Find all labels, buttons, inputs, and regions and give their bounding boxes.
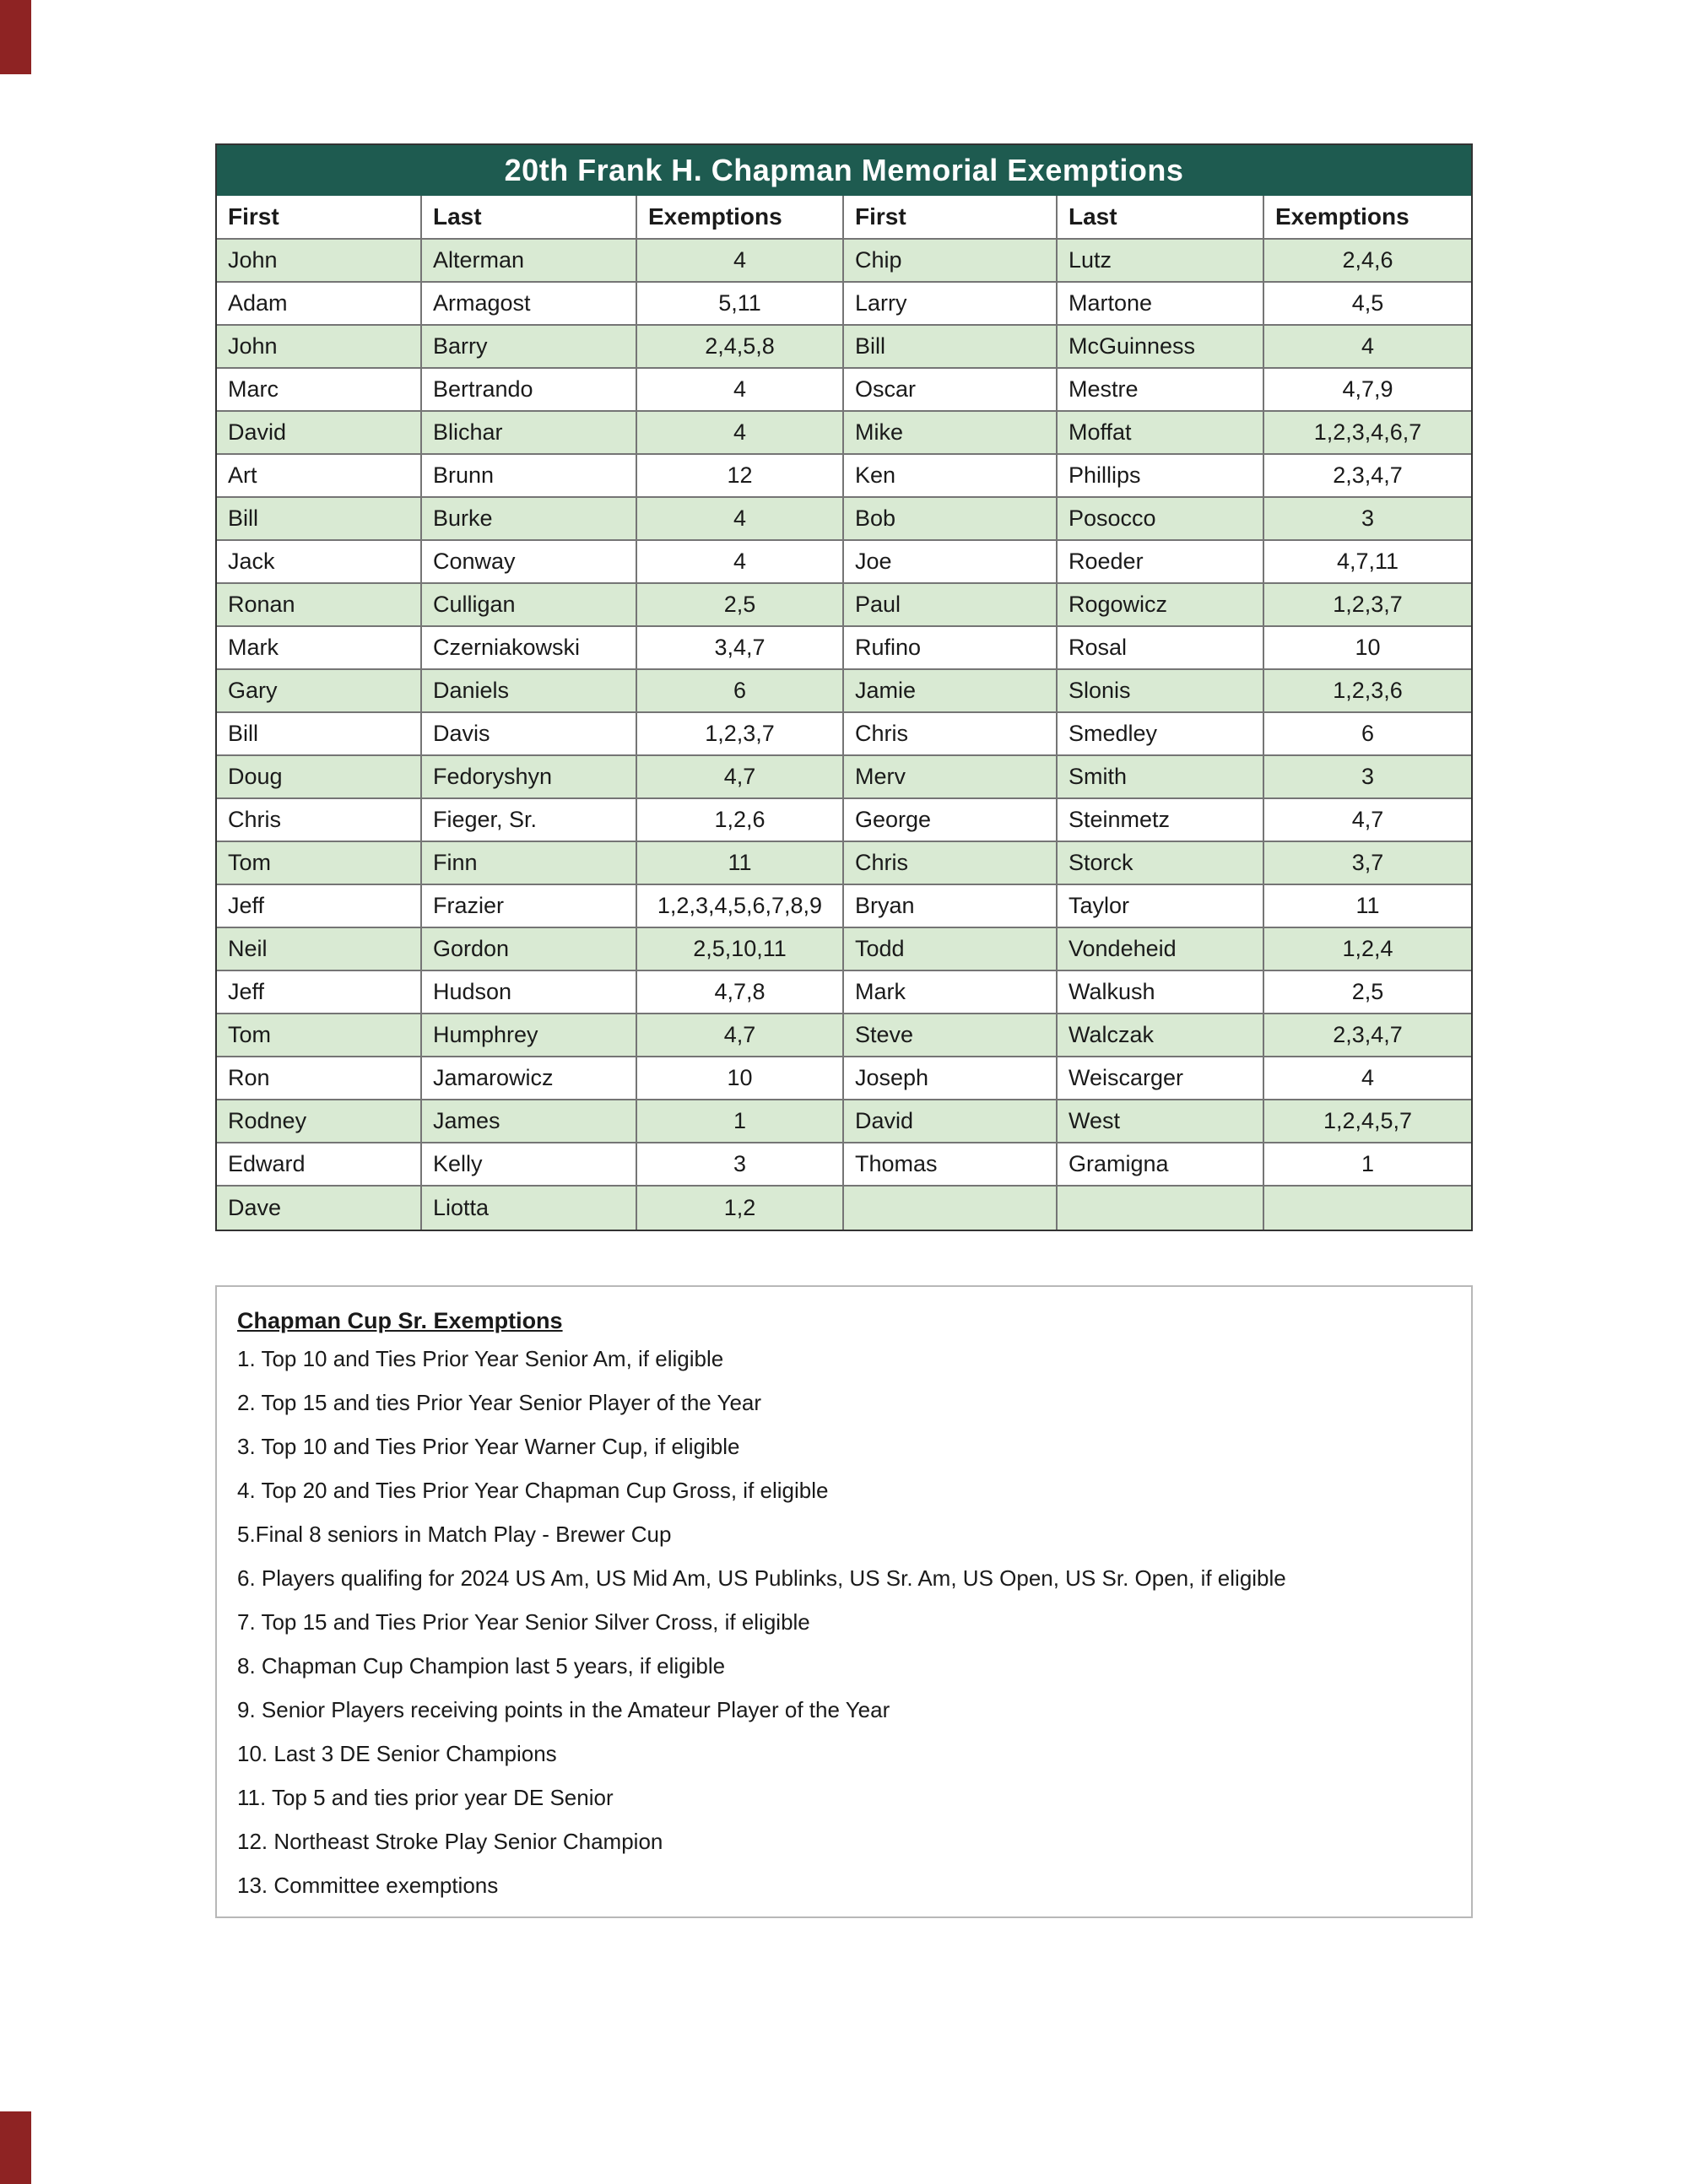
table-cell: Merv: [844, 756, 1058, 799]
table-cell: Alterman: [422, 240, 637, 283]
table-cell: Adam: [217, 283, 422, 326]
note-item: 1. Top 10 and Ties Prior Year Senior Am, if eligible: [237, 1346, 724, 1371]
table-cell: Mike: [844, 412, 1058, 455]
table-cell: 2,4,5,8: [637, 326, 844, 369]
table-cell: Fieger, Sr.: [422, 799, 637, 842]
table-cell: 1,2,3,7: [1264, 584, 1471, 627]
table-cell: 1,2,3,7: [637, 713, 844, 756]
page-edge-marker-bottom: [0, 2111, 31, 2184]
table-cell: [844, 1187, 1058, 1230]
table-cell: 6: [637, 670, 844, 713]
table-cell: 1,2: [637, 1187, 844, 1230]
table-cell: Mark: [217, 627, 422, 670]
table-cell: 1,2,6: [637, 799, 844, 842]
table-cell: David: [844, 1100, 1058, 1143]
note-item: 13. Committee exemptions: [237, 1873, 499, 1898]
table-cell: Bryan: [844, 885, 1058, 928]
note-item: 8. Chapman Cup Champion last 5 years, if eligible: [237, 1653, 726, 1679]
notes-title: Chapman Cup Sr. Exemptions: [237, 1308, 563, 1333]
exemptions-table: [215, 143, 1473, 1231]
table-cell: Smith: [1058, 756, 1264, 799]
table-cell: Art: [217, 455, 422, 498]
table-cell: 4,7: [637, 756, 844, 799]
table-cell: Bill: [217, 713, 422, 756]
table-cell: Steinmetz: [1058, 799, 1264, 842]
table-cell: Storck: [1058, 842, 1264, 885]
table-cell: McGuinness: [1058, 326, 1264, 369]
table-cell: 4,7: [1264, 799, 1471, 842]
table-cell: Blichar: [422, 412, 637, 455]
table-cell: 1,2,3,4,5,6,7,8,9: [637, 885, 844, 928]
note-item: 5.Final 8 seniors in Match Play - Brewer Cup: [237, 1522, 672, 1547]
table-cell: 4: [1264, 1057, 1471, 1100]
table-cell: 10: [637, 1057, 844, 1100]
table-cell: Armagost: [422, 283, 637, 326]
table-cell: 4: [637, 369, 844, 412]
table-cell: 4,7,8: [637, 971, 844, 1014]
table-cell: 12: [637, 455, 844, 498]
table-cell: Brunn: [422, 455, 637, 498]
table-cell: [1264, 1187, 1471, 1230]
table-cell: 3: [1264, 498, 1471, 541]
table-cell: Jamarowicz: [422, 1057, 637, 1100]
exemptions-grid: [217, 196, 1471, 1230]
table-cell: 4: [637, 498, 844, 541]
note-item: 10. Last 3 DE Senior Champions: [237, 1741, 557, 1766]
table-cell: 1,2,3,4,6,7: [1264, 412, 1471, 455]
table-title: 20th Frank H. Chapman Memorial Exemptions: [217, 145, 1471, 196]
table-cell: Barry: [422, 326, 637, 369]
table-cell: 3: [637, 1143, 844, 1187]
table-cell: 4: [637, 412, 844, 455]
column-header: Last: [422, 196, 637, 240]
table-cell: Mestre: [1058, 369, 1264, 412]
table-cell: David: [217, 412, 422, 455]
table-cell: 3,7: [1264, 842, 1471, 885]
note-item: 11. Top 5 and ties prior year DE Senior: [237, 1785, 614, 1810]
table-cell: Jack: [217, 541, 422, 584]
table-cell: Dave: [217, 1187, 422, 1230]
column-header: First: [844, 196, 1058, 240]
table-cell: 10: [1264, 627, 1471, 670]
note-item: 4. Top 20 and Ties Prior Year Chapman Cup Gross, if eligible: [237, 1478, 829, 1503]
table-cell: Phillips: [1058, 455, 1264, 498]
table-cell: Ronan: [217, 584, 422, 627]
table-cell: 2,5,10,11: [637, 928, 844, 971]
table-cell: Posocco: [1058, 498, 1264, 541]
notes-list: [237, 1346, 1451, 1898]
table-cell: 4,7,9: [1264, 369, 1471, 412]
table-cell: Martone: [1058, 283, 1264, 326]
table-cell: 4: [637, 541, 844, 584]
table-cell: Ron: [217, 1057, 422, 1100]
table-cell: 11: [637, 842, 844, 885]
table-cell: 4,7,11: [1264, 541, 1471, 584]
table-cell: Taylor: [1058, 885, 1264, 928]
column-header: First: [217, 196, 422, 240]
note-item: 9. Senior Players receiving points in the Amateur Player of the Year: [237, 1697, 890, 1722]
table-cell: Roeder: [1058, 541, 1264, 584]
table-cell: West: [1058, 1100, 1264, 1143]
table-cell: 2,4,6: [1264, 240, 1471, 283]
table-cell: Kelly: [422, 1143, 637, 1187]
table-cell: Liotta: [422, 1187, 637, 1230]
table-cell: Humphrey: [422, 1014, 637, 1057]
table-cell: Jeff: [217, 885, 422, 928]
table-cell: Bob: [844, 498, 1058, 541]
note-item: 6. Players qualifing for 2024 US Am, US Mid Am, US Publinks, US Sr. Am, US Open, US Sr. Open, if eligible: [237, 1565, 1286, 1591]
table-cell: Gordon: [422, 928, 637, 971]
table-cell: Todd: [844, 928, 1058, 971]
table-cell: Walczak: [1058, 1014, 1264, 1057]
table-cell: 3,4,7: [637, 627, 844, 670]
table-cell: Rodney: [217, 1100, 422, 1143]
table-cell: Vondeheid: [1058, 928, 1264, 971]
table-cell: Bill: [217, 498, 422, 541]
table-cell: 3: [1264, 756, 1471, 799]
table-cell: 2,5: [1264, 971, 1471, 1014]
table-cell: 5,11: [637, 283, 844, 326]
table-cell: Oscar: [844, 369, 1058, 412]
table-cell: Bertrando: [422, 369, 637, 412]
table-cell: Slonis: [1058, 670, 1264, 713]
table-cell: 1: [637, 1100, 844, 1143]
table-cell: Jeff: [217, 971, 422, 1014]
table-cell: Tom: [217, 1014, 422, 1057]
table-cell: 1: [1264, 1143, 1471, 1187]
table-cell: Neil: [217, 928, 422, 971]
table-cell: Weiscarger: [1058, 1057, 1264, 1100]
table-cell: Bill: [844, 326, 1058, 369]
table-cell: George: [844, 799, 1058, 842]
table-cell: Finn: [422, 842, 637, 885]
table-cell: Lutz: [1058, 240, 1264, 283]
table-cell: Culligan: [422, 584, 637, 627]
table-cell: John: [217, 326, 422, 369]
table-cell: Fedoryshyn: [422, 756, 637, 799]
table-cell: 2,3,4,7: [1264, 455, 1471, 498]
table-cell: Czerniakowski: [422, 627, 637, 670]
note-item: 3. Top 10 and Ties Prior Year Warner Cup, if eligible: [237, 1434, 740, 1459]
table-cell: Edward: [217, 1143, 422, 1187]
note-item: 7. Top 15 and Ties Prior Year Senior Silver Cross, if eligible: [237, 1609, 810, 1635]
table-cell: Conway: [422, 541, 637, 584]
table-cell: Mark: [844, 971, 1058, 1014]
table-cell: Davis: [422, 713, 637, 756]
table-cell: Burke: [422, 498, 637, 541]
notes-box: [215, 1285, 1473, 1918]
table-cell: 11: [1264, 885, 1471, 928]
page-edge-marker-top: [0, 0, 31, 74]
table-cell: Jamie: [844, 670, 1058, 713]
table-cell: Thomas: [844, 1143, 1058, 1187]
table-cell: Walkush: [1058, 971, 1264, 1014]
table-cell: Chris: [844, 713, 1058, 756]
table-cell: 1,2,4,5,7: [1264, 1100, 1471, 1143]
column-header: Exemptions: [1264, 196, 1471, 240]
table-cell: Marc: [217, 369, 422, 412]
table-cell: Chris: [844, 842, 1058, 885]
table-cell: 1,2,3,6: [1264, 670, 1471, 713]
table-cell: 1,2,4: [1264, 928, 1471, 971]
table-cell: [1058, 1187, 1264, 1230]
table-cell: 4,7: [637, 1014, 844, 1057]
table-cell: Gramigna: [1058, 1143, 1264, 1187]
table-cell: John: [217, 240, 422, 283]
table-cell: Paul: [844, 584, 1058, 627]
table-cell: 4: [637, 240, 844, 283]
column-header: Last: [1058, 196, 1264, 240]
table-cell: Joseph: [844, 1057, 1058, 1100]
table-cell: 2,3,4,7: [1264, 1014, 1471, 1057]
table-cell: Chris: [217, 799, 422, 842]
table-cell: Frazier: [422, 885, 637, 928]
table-cell: Tom: [217, 842, 422, 885]
note-item: 2. Top 15 and ties Prior Year Senior Player of the Year: [237, 1390, 762, 1415]
column-header: Exemptions: [637, 196, 844, 240]
note-item: 12. Northeast Stroke Play Senior Champion: [237, 1829, 663, 1854]
table-cell: 4,5: [1264, 283, 1471, 326]
table-cell: Hudson: [422, 971, 637, 1014]
table-cell: Rosal: [1058, 627, 1264, 670]
table-cell: Doug: [217, 756, 422, 799]
table-cell: Joe: [844, 541, 1058, 584]
table-cell: Larry: [844, 283, 1058, 326]
table-cell: Daniels: [422, 670, 637, 713]
table-cell: 2,5: [637, 584, 844, 627]
table-cell: Gary: [217, 670, 422, 713]
table-cell: 4: [1264, 326, 1471, 369]
table-cell: James: [422, 1100, 637, 1143]
table-cell: Smedley: [1058, 713, 1264, 756]
table-cell: 6: [1264, 713, 1471, 756]
table-cell: Rufino: [844, 627, 1058, 670]
table-cell: Moffat: [1058, 412, 1264, 455]
table-cell: Rogowicz: [1058, 584, 1264, 627]
table-cell: Ken: [844, 455, 1058, 498]
table-cell: Chip: [844, 240, 1058, 283]
table-cell: Steve: [844, 1014, 1058, 1057]
